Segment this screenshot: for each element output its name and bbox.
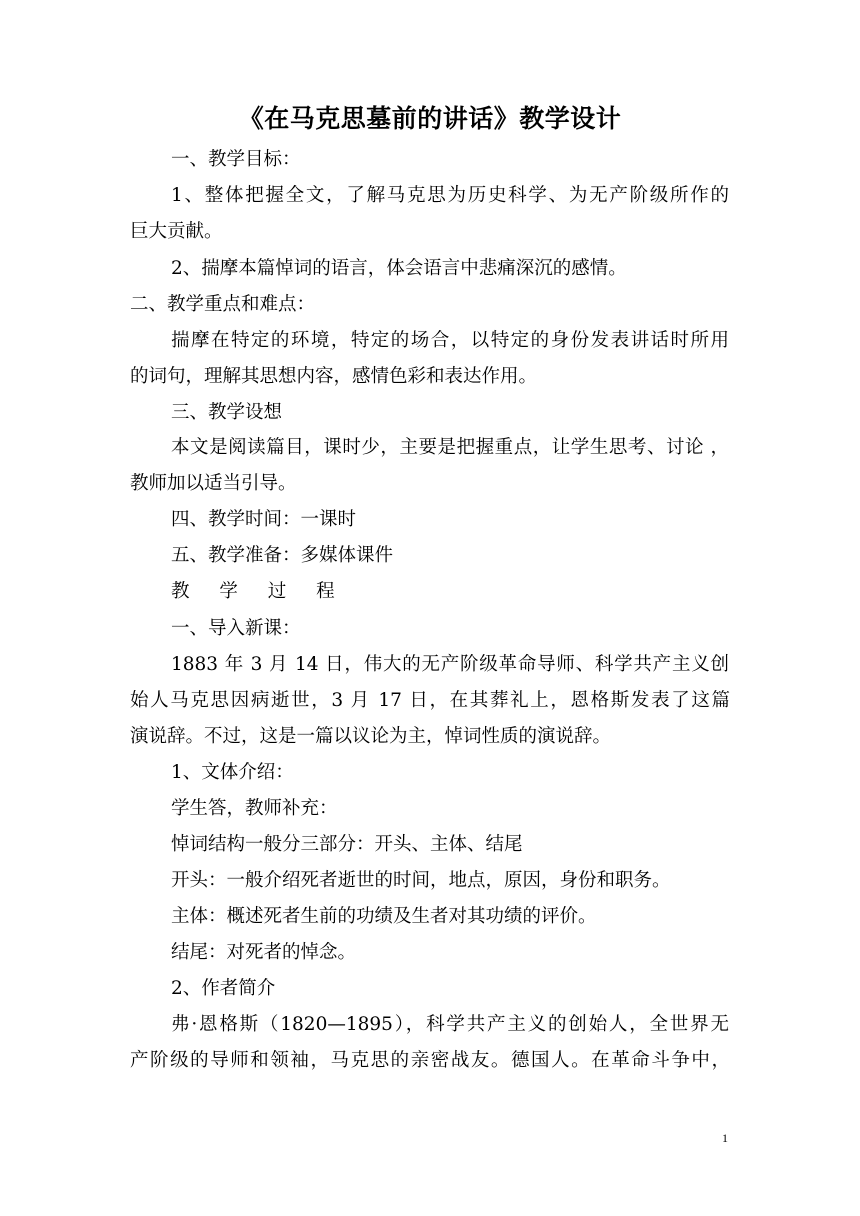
paragraph-line: 本文是阅读篇目，课时少，主要是把握重点，让学生思考、讨论 ， xyxy=(171,437,729,458)
paragraph-line: 教师加以适当引导。 xyxy=(130,473,297,494)
paragraph-line: 开头：一般介绍死者逝世的时间，地点，原因，身份和职务。 xyxy=(171,870,671,891)
paragraph-line: 揣摩在特定的环境，特定的场合，以特定的身份发表讲话时所用 xyxy=(171,330,729,351)
heading-genre-intro: 1、文体介绍： xyxy=(171,762,294,783)
heading-key-points: 二、教学重点和难点： xyxy=(130,294,316,315)
heading-teaching-prep: 五、教学准备：多媒体课件 xyxy=(171,545,394,566)
paragraph-line: 1、整体把握全文，了解马克思为历史科学、为无产阶级所作的 xyxy=(171,185,729,206)
paragraph-line: 产阶级的导师和领袖，马克思的亲密战友。德国人。在革命斗争中， xyxy=(130,1050,730,1071)
paragraph-line: 巨大贡献。 xyxy=(130,221,223,242)
heading-teaching-process: 教 学 过 程 xyxy=(171,581,347,602)
paragraph-line: 悼词结构一般分三部分：开头、主体、结尾 xyxy=(171,834,523,855)
paragraph-line: 结尾：对死者的悼念。 xyxy=(171,942,357,963)
heading-teaching-goals: 一、教学目标： xyxy=(171,149,301,170)
heading-introduction: 一、导入新课： xyxy=(171,618,301,639)
heading-author-intro: 2、作者简介 xyxy=(171,978,276,999)
paragraph-line: 主体：概述死者生前的功绩及生者对其功绩的评价。 xyxy=(171,906,597,927)
page-number: 1 xyxy=(722,1131,728,1145)
heading-teaching-time: 四、教学时间：一课时 xyxy=(171,509,357,530)
paragraph-line: 1883 年 3 月 14 日，伟大的无产阶级革命导师、科学共产主义创 xyxy=(171,654,729,675)
paragraph-line: 学生答，教师补充： xyxy=(171,798,338,819)
paragraph-line: 的词句，理解其思想内容，感情色彩和表达作用。 xyxy=(130,366,538,387)
document-title: 《在马克思墓前的讲话》教学设计 xyxy=(238,104,622,133)
paragraph-line: 2、揣摩本篇悼词的语言，体会语言中悲痛深沉的感情。 xyxy=(171,258,627,279)
heading-teaching-plan: 三、教学设想 xyxy=(171,402,283,423)
paragraph-line: 演说辞。不过，这是一篇以议论为主，悼词性质的演说辞。 xyxy=(130,726,612,747)
paragraph-line: 始人马克思因病逝世，3 月 17 日，在其葬礼上，恩格斯发表了这篇 xyxy=(130,690,730,711)
paragraph-line: 弗·恩格斯（1820—1895），科学共产主义的创始人，全世界无 xyxy=(171,1014,729,1035)
